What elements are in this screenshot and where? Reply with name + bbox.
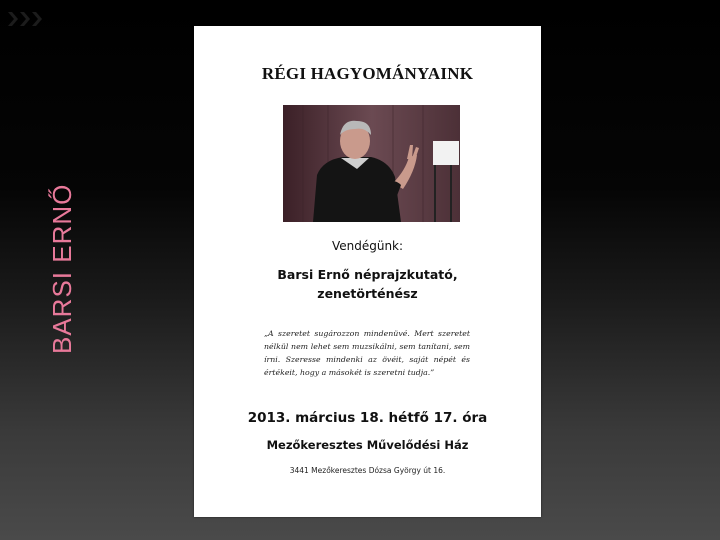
event-poster — [194, 26, 541, 517]
portrait-photo — [283, 105, 460, 222]
chevron-right-icon — [20, 12, 30, 26]
slide-vertical-title: BARSI ERNŐ — [47, 183, 77, 354]
guest-label: Vendégünk: — [331, 239, 404, 253]
guest-name-line-1: Barsi Ernő néprajzkutató, — [277, 267, 458, 282]
quote-text: „A szeretet sugározzon mindenüvé. Mert szeretet nélkül nem lehet sem muzsikálni, sem tanítani, sem írni. Szeresse mindenki az övéit, saját népét és értékeit, hogy a másokét is szeretni tudja.” — [264, 329, 470, 377]
poster-title: RÉGI HAGYOMÁNYAINK — [261, 64, 474, 83]
slide-decor-chevrons — [8, 12, 42, 26]
portrait-photo-illustration — [283, 105, 460, 222]
chevron-right-icon — [8, 12, 18, 26]
venue-name: Mezőkeresztes Művelődési Ház — [266, 438, 469, 452]
venue-address: 3441 Mezőkeresztes Dózsa György út 16. — [289, 466, 446, 475]
event-date: 2013. március 18. hétfő 17. óra — [247, 410, 488, 426]
chevron-right-icon — [32, 12, 42, 26]
guest-name-line-2: zenetörténész — [317, 286, 418, 301]
guest-name — [194, 265, 541, 303]
